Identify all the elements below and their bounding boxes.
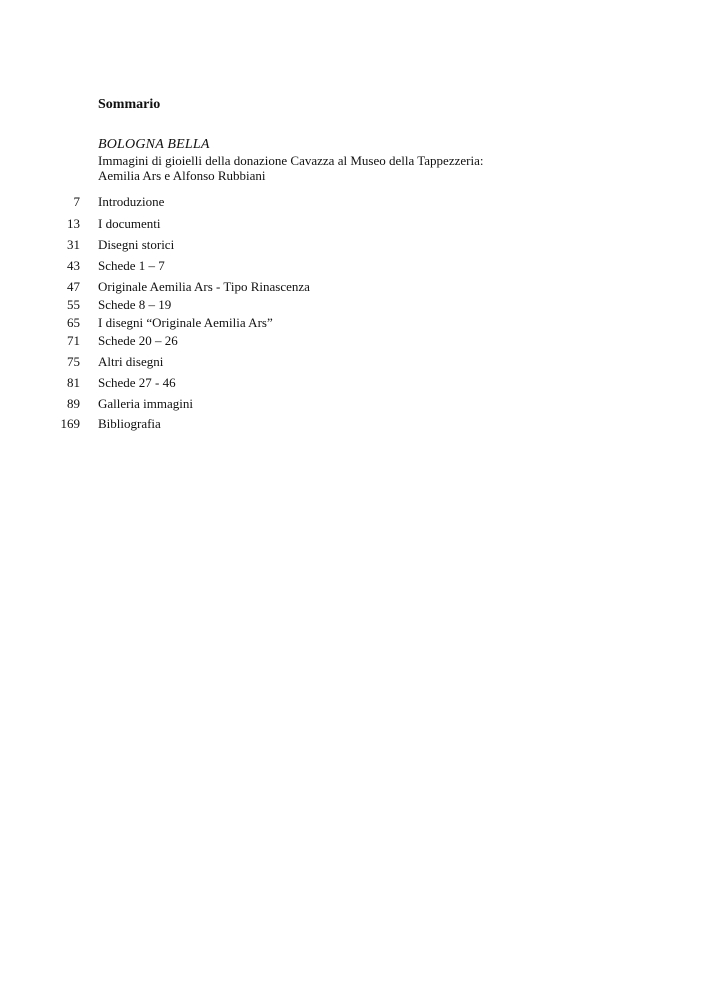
toc-page-number: 31 [67, 237, 80, 252]
toc-entry-title: Schede 27 - 46 [98, 375, 176, 390]
toc-entry [0, 353, 600, 371]
toc-page-number: 81 [67, 375, 80, 390]
toc-entry-title: Schede 8 – 19 [98, 297, 172, 312]
toc-entry [0, 296, 600, 314]
toc-page-number: 65 [67, 315, 80, 330]
toc-page-number: 47 [67, 279, 80, 294]
toc-page-number: 89 [67, 396, 80, 411]
toc-entry-title: Schede 1 – 7 [98, 258, 165, 273]
toc-entry-title: Originale Aemilia Ars - Tipo Rinascenza [98, 279, 310, 294]
toc-page-number: 43 [67, 258, 80, 273]
toc-entry [0, 415, 600, 433]
toc-entry [0, 332, 600, 350]
toc-entry [0, 193, 600, 211]
toc-entry-title: Disegni storici [98, 237, 175, 252]
toc-entry-title: Schede 20 – 26 [98, 333, 178, 348]
subtitle-line: Aemilia Ars e Alfonso Rubbiani [98, 167, 266, 183]
toc-entry-title: I disegni “Originale Aemilia Ars” [98, 315, 273, 330]
toc-entry [0, 395, 600, 413]
toc-entry [0, 278, 600, 296]
page-heading: Sommario [98, 97, 161, 112]
toc-entry-title: Galleria immagini [98, 396, 193, 411]
toc-page-number: 75 [67, 354, 80, 369]
toc-page-number: 169 [60, 416, 80, 431]
subtitle-line: Immagini di gioielli della donazione Cavazza al Museo della Tappezzeria: [98, 153, 484, 168]
toc-page-number: 55 [67, 297, 80, 312]
toc-entry-title: Altri disegni [98, 354, 164, 369]
toc-entry-title: Introduzione [98, 194, 165, 209]
book-title: BOLOGNA BELLA [98, 137, 210, 152]
book-subtitle [98, 154, 518, 183]
toc-page-number: 7 [73, 194, 80, 209]
toc-entry-title: I documenti [98, 216, 161, 231]
toc-entry [0, 236, 600, 254]
toc-page-number: 71 [67, 333, 80, 348]
toc-entry [0, 257, 600, 275]
toc-page-number: 13 [67, 216, 80, 231]
toc-entry [0, 374, 600, 392]
toc-entry [0, 314, 600, 332]
toc-entry-title: Bibliografia [98, 416, 161, 431]
toc-entry [0, 215, 600, 233]
